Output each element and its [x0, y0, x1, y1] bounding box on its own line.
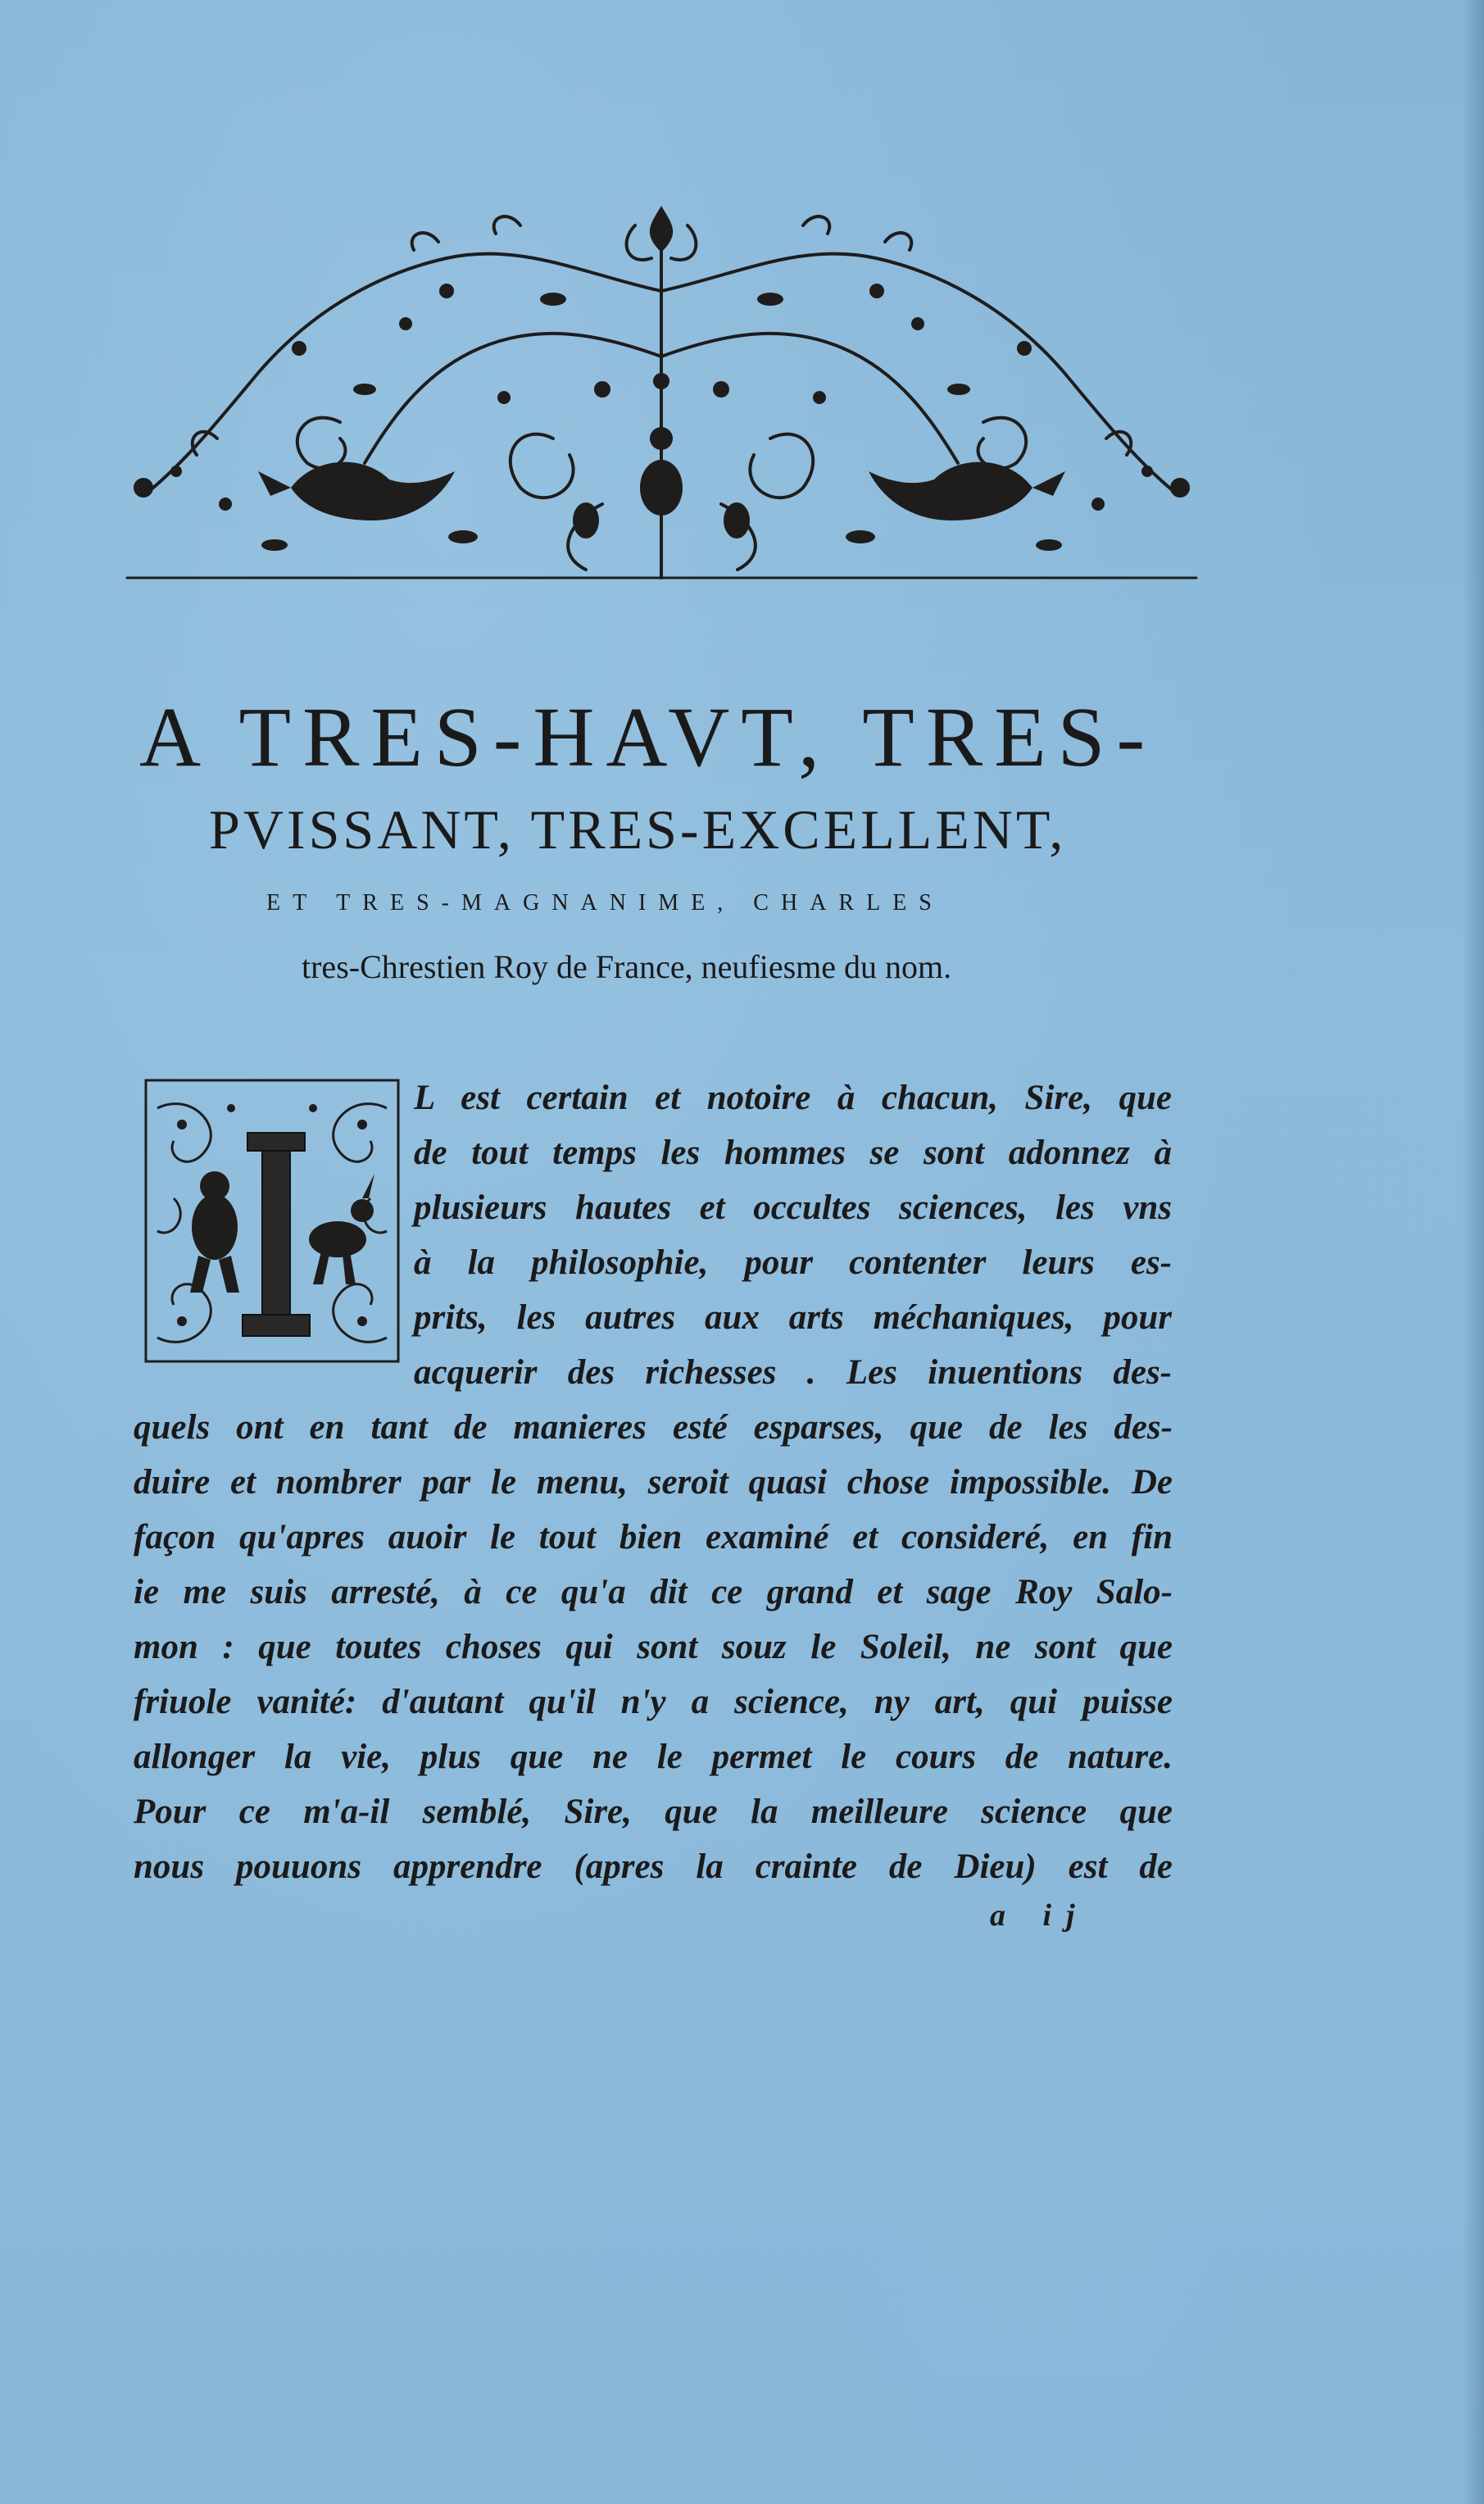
body-line-15: nous pouuons apprendre (apres la crainte de Dieu) est de [134, 1847, 1173, 1886]
body-line-14: Pour ce m'a-il semblé, Sire, que la meilleure science que [134, 1793, 1173, 1831]
page-edge-shadow [1463, 0, 1484, 2504]
body-line-9: façon qu'apres auoir le tout bien examiné et consideré, en fin [134, 1518, 1173, 1556]
signature-mark: a ij [990, 1898, 1090, 1933]
title-line-2: PVISSANT, TRES-EXCELLENT, [209, 798, 1067, 861]
body-line-7: quels ont en tant de manieres esté esparses, que de les des- [134, 1408, 1173, 1447]
body-line-11: mon : que toutes choses qui sont souz le Soleil, ne sont que [134, 1628, 1173, 1666]
body-line-3: plusieurs hautes et occultes sciences, les vns [414, 1188, 1172, 1227]
floral-headpiece-ornament [94, 193, 1229, 619]
decorated-initial-ornament [141, 1075, 403, 1366]
body-line-6: acquerir des richesses . Les inuentions des- [414, 1353, 1172, 1392]
body-line-4: à la philosophie, pour contenter leurs es- [414, 1243, 1172, 1282]
body-line-13: allonger la vie, plus que ne le permet le cours de nature. [134, 1738, 1173, 1776]
body-line-2: de tout temps les hommes se sont adonnez à [414, 1134, 1172, 1172]
body-line-10: ie me suis arresté, à ce qu'a dit ce grand et sage Roy Salo- [134, 1573, 1173, 1611]
body-line-8: duire et nombrer par le menu, seroit quasi chose impossible. De [134, 1463, 1173, 1502]
title-line-4: tres-Chrestien Roy de France, neufiesme du nom. [302, 948, 952, 985]
body-line-5: prits, les autres aux arts méchaniques, pour [414, 1298, 1172, 1337]
title-line-1: A TRES-HAVT, TRES- [139, 690, 1157, 784]
body-line-12: friuole vanité: d'autant qu'il n'y a science, ny art, qui puisse [134, 1683, 1173, 1721]
body-line-1: L est certain et notoire à chacun, Sire, que [414, 1079, 1172, 1117]
title-line-3: ET TRES-MAGNANIME, CHARLES [266, 890, 944, 916]
